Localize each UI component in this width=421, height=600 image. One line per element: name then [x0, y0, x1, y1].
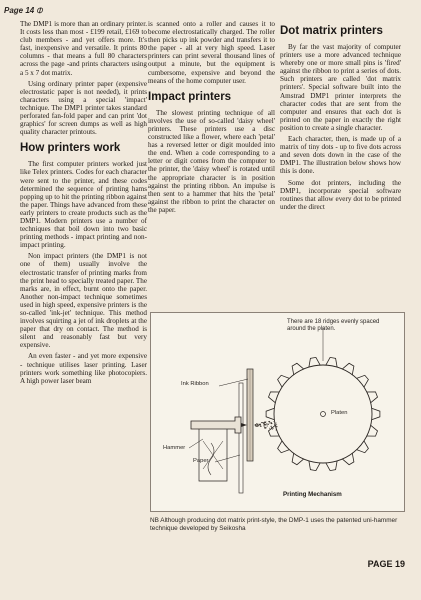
spray-dot	[264, 422, 265, 423]
paragraph: Some dot printers, including the DMP1, incorporate special software routines that allow every dot to be printed under the direct	[280, 178, 401, 211]
spray-dot	[269, 422, 270, 423]
paragraph: The DMP1 is more than an ordinary printer. It costs less than most - £199 retail, £169 to club members - and yet offers more. It's fast, inexpensive and versatile. It prints 80 columns - that means a full 80 characters across the page -and prints characters using a 5 x 7 dot matrix.	[20, 20, 147, 77]
platen-label: Platen	[331, 410, 348, 416]
spray-dot	[271, 423, 272, 424]
spray-dot	[276, 424, 277, 425]
spray-dot	[276, 427, 277, 428]
printing-mechanism-diagram	[151, 313, 404, 511]
column-1	[20, 20, 147, 388]
spray-dot	[263, 423, 264, 424]
page-header-label: Page 14 ⦶	[4, 6, 43, 15]
spray-dot	[268, 424, 269, 425]
paragraph: is scanned onto a roller and causes it to become electrostatically charged. The roller then picks up ink powder and transfers it to the paper - all at very high speed. Laser printers can print several thousand lines of output a minute, but the equipment is cumbersome, expensive and beyond the means of the home computer user.	[148, 20, 275, 85]
spray-dot	[274, 425, 275, 426]
spray-dot	[264, 427, 265, 428]
ink-ribbon-leader	[219, 379, 248, 386]
spray-dot	[256, 423, 257, 424]
column-2	[148, 20, 275, 217]
spray-dot	[276, 425, 277, 426]
paragraph: By far the vast majority of computer printers use a more advanced technique whereby one or more small pins is 'fired' against the ribbon to print a series of dots. Such printers are called 'dot matrix printers'. Special software built into the Amstrad DMP1 printer interprets the character codes that are sent from the computer and ensures that each dot is printed on the paper in exactly the right position to create a single character.	[280, 43, 401, 132]
section-heading-impact-printers: Impact printers	[148, 90, 232, 103]
spray-dot	[273, 428, 274, 429]
spray-dot	[273, 421, 274, 422]
spray-dot	[255, 425, 256, 426]
hammer-label: Hammer	[163, 445, 186, 451]
hammer-leader	[189, 439, 203, 448]
paragraph: Non impact printers (the DMP1 is not one of them) usually involve the electrostatic transfer of printing marks from the print head to specially treated paper. The marks are, in effect, burnt onto the paper. Another non-impact technique sometimes used in high speed, expensive printers is the so-called 'ink-jet' technique. This method involves squirting a jet of ink droplets at the paper that dry on contact. The method is silent and reasonably fast but very expensive.	[20, 252, 147, 350]
page-number: PAGE 19	[367, 559, 405, 569]
spray-dot	[261, 422, 262, 423]
spray-dot	[276, 423, 277, 424]
paragraph: The first computer printers worked just like Telex printers. Codes for each character were sent to the printer, and these codes determined the sequence of printing hams popping up to hit the printing ribbon against the paper. Things have advanced from these early printers to create products such as the DMP1. Modern printers use a number of techniques that boil down into two basic printing methods - impact printing and non-impact printing.	[20, 160, 147, 250]
ridges-note: There are 18 ridges evenly spaced around the platen.	[287, 319, 380, 332]
spray-dot	[272, 429, 273, 430]
figure-caption: NB Although producing dot matrix print-style, the DMP-1 uses the patented uni-hammer technique developed by Seikosha	[150, 517, 398, 532]
spray-dot	[266, 423, 267, 424]
spray-dot	[258, 424, 259, 425]
spray-dot	[264, 424, 265, 425]
section-heading-how-printers-work: How printers work	[20, 142, 121, 155]
printing-mechanism-figure	[150, 312, 405, 512]
spray-dot	[257, 424, 258, 425]
spray-dot	[260, 426, 261, 427]
spray-dot	[257, 426, 258, 427]
paper-label: Paper	[193, 458, 209, 464]
paragraph: Using ordinary printer paper (expensive electrostatic paper is not needed), it prints characters using a special 'impact' technique. The DMP1 printer takes standard perforated fan-fold paper and can print 'dot graphics' for screen dumps as well as high quality character printouts.	[20, 79, 147, 137]
spray-dot	[271, 427, 272, 428]
spray-dot	[269, 423, 270, 424]
spray-dot	[267, 426, 268, 427]
spray-dot	[267, 424, 268, 425]
figure-title: Printing Mechanism	[283, 491, 342, 498]
hammer-shape	[191, 417, 241, 433]
paragraph: An even faster - and yet more expensive - technique utilises laser printing. Laser printers work something like photocopiers. A high power laser beam	[20, 352, 147, 385]
spray-dot	[274, 422, 275, 423]
paragraph: Each character, then, is made up of a matrix of tiny dots - up to five dots across and seven dots down in the case of the DMP1. The illustration below shows how this is done.	[280, 135, 401, 176]
spray-dot	[276, 429, 277, 430]
platen-circle	[274, 365, 372, 463]
spray-dot	[259, 423, 260, 424]
section-heading-dot-matrix-printers: Dot matrix printers	[280, 25, 383, 37]
spray-dot	[268, 421, 269, 422]
paper-sheet	[239, 383, 243, 493]
spray-dot	[264, 426, 265, 427]
column-3	[280, 25, 401, 214]
spray-dot	[256, 424, 257, 425]
paragraph: The slowest printing technique of all involves the use of so-called 'daisy wheel' printers. These printers use a disc constructed like a flower, where each 'petal' has a reversed letter or digit moulded into the end. When a code corresponding to a letter or digit comes from the computer to the printer, the 'daisy wheel' is rotated until the appropriate character is in position against the printing ribbon. An impulse is then sent to a hammer that hits the 'petal' against the ribbon to print the character on the paper.	[148, 108, 275, 214]
ink-ribbon-label: Ink Ribbon	[181, 381, 209, 387]
spray-dot	[269, 428, 270, 429]
paper-leader	[215, 455, 240, 462]
spray-dot	[270, 426, 271, 427]
spray-dot	[265, 424, 266, 425]
